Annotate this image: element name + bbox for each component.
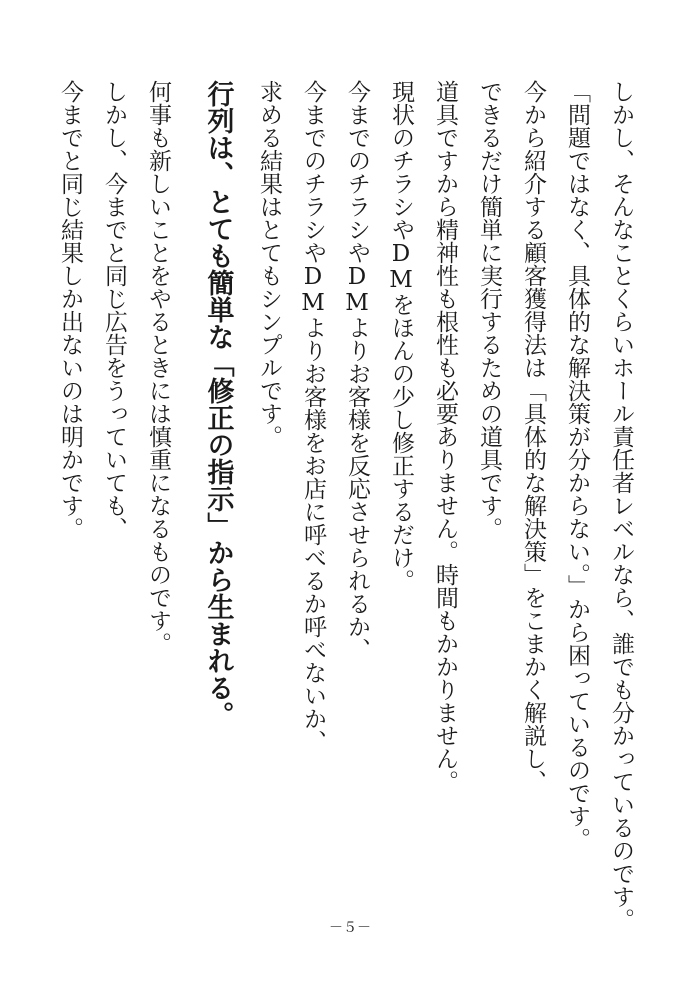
body-line: 「問題ではなく、具体的な解決策が分からない。」から困っているのです。 [564, 80, 590, 851]
body-line: 今までと同じ結果しか出ないのは明かです。 [57, 80, 83, 540]
section-heading: 行列は、とても簡単な「修正の指示」から生まれる。 [202, 80, 234, 728]
body-line: 現状のチラシやDMをほんの少し修正するだけ。 [388, 80, 414, 592]
body-line: できるだけ簡単に実行するための道具です。 [476, 80, 502, 540]
body-line: 求める結果はとてもシンプルです。 [256, 80, 282, 448]
body-line: しかし、今までと同じ広告をうっていても、 [101, 80, 127, 540]
body-line: 今までのチラシやDMよりお客様を反応させられるか、 [344, 80, 370, 661]
body-line: 道具ですから精神性も根性も必要ありません。時間もかかりません。 [432, 80, 458, 793]
body-text [43, 80, 638, 931]
page-number: －５－ [329, 920, 371, 936]
body-line: しかし、そんなことくらいホール責任者レベルなら、誰でも分かっているのです。 [608, 80, 634, 931]
body-line: 今から紹介する顧客獲得法は「具体的な解決策」をこまかく解説し、 [520, 80, 546, 793]
body-line: 今までのチラシやDMよりお客様をお店に呼べるか呼べないか、 [300, 80, 326, 753]
body-line: 何事も新しいことをやるときには慎重になるものです。 [145, 80, 171, 655]
section-heading-wrapper [197, 80, 238, 860]
